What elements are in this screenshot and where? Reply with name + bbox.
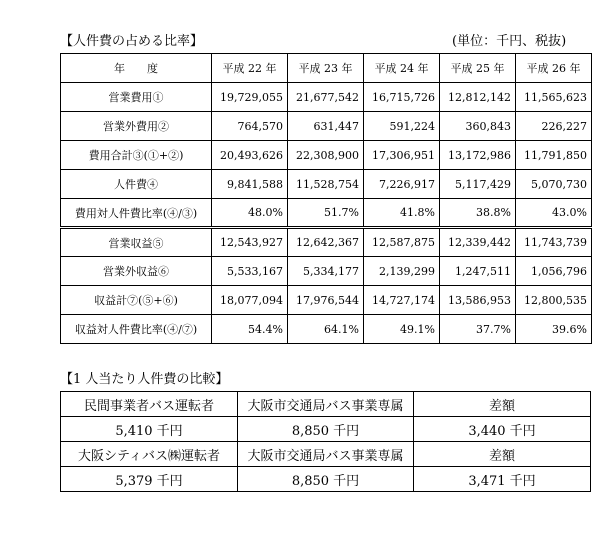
- table-cell: 54.4%: [212, 315, 288, 344]
- table-cell: 764,570: [212, 112, 288, 141]
- table-cell: 21,677,542: [288, 83, 364, 112]
- table-cell: 11,791,850: [516, 141, 592, 170]
- table-cell: 5,334,177: [288, 257, 364, 286]
- table-row: [61, 170, 592, 199]
- table-cell: 大阪市交通局バス事業専属: [238, 392, 414, 417]
- table-row: [61, 199, 592, 228]
- table-cell: 8,850 千円: [238, 417, 414, 442]
- row-label: 費用対人件費比率(④/③): [61, 199, 212, 228]
- table-cell: 11,528,754: [288, 170, 364, 199]
- per-person-comparison-table: [60, 391, 591, 492]
- table-cell: 360,843: [440, 112, 516, 141]
- table-row: [61, 228, 592, 257]
- table-row: [61, 442, 591, 467]
- row-label: 費用合計③(①+②): [61, 141, 212, 170]
- table-cell: 1,056,796: [516, 257, 592, 286]
- table-cell: 41.8%: [364, 199, 440, 228]
- table-row: [61, 392, 591, 417]
- unit-note: (単位：千円、税抜): [452, 34, 567, 49]
- header-year: 平成 25 年: [440, 54, 516, 83]
- table-cell: 49.1%: [364, 315, 440, 344]
- table-cell: 13,172,986: [440, 141, 516, 170]
- row-label: 収益対人件費比率(④/⑦): [61, 315, 212, 344]
- table-cell: 民間事業者バス運転者: [61, 392, 238, 417]
- table-header-row: [61, 54, 592, 83]
- row-label: 営業外費用②: [61, 112, 212, 141]
- table-cell: 12,812,142: [440, 83, 516, 112]
- table-row: [61, 83, 592, 112]
- row-label: 営業外収益⑥: [61, 257, 212, 286]
- table-row: [61, 315, 592, 344]
- table-cell: 12,543,927: [212, 228, 288, 257]
- table-cell: 226,227: [516, 112, 592, 141]
- table-row: [61, 141, 592, 170]
- table-cell: 12,339,442: [440, 228, 516, 257]
- table-cell: 591,224: [364, 112, 440, 141]
- table-cell: 3,471 千円: [414, 467, 591, 492]
- table-cell: 631,447: [288, 112, 364, 141]
- table-cell: 16,715,726: [364, 83, 440, 112]
- table-cell: 64.1%: [288, 315, 364, 344]
- table-cell: 5,410 千円: [61, 417, 238, 442]
- table-cell: 12,642,367: [288, 228, 364, 257]
- row-label: 営業費用①: [61, 83, 212, 112]
- header-year: 平成 23 年: [288, 54, 364, 83]
- row-label: 収益計⑦(⑤+⑥): [61, 286, 212, 315]
- table-cell: 17,306,951: [364, 141, 440, 170]
- table-cell: 22,308,900: [288, 141, 364, 170]
- table-cell: 差額: [414, 442, 591, 467]
- table-cell: 19,729,055: [212, 83, 288, 112]
- table-cell: 38.8%: [440, 199, 516, 228]
- table-cell: 差額: [414, 392, 591, 417]
- header-year: 平成 26 年: [516, 54, 592, 83]
- table-cell: 11,743,739: [516, 228, 592, 257]
- table-cell: 5,117,429: [440, 170, 516, 199]
- table-cell: 11,565,623: [516, 83, 592, 112]
- header-year-label: 年 度: [61, 54, 212, 83]
- table-cell: 9,841,588: [212, 170, 288, 199]
- table-row: [61, 286, 592, 315]
- header-year: 平成 24 年: [364, 54, 440, 83]
- table-cell: 5,379 千円: [61, 467, 238, 492]
- table-cell: 5,070,730: [516, 170, 592, 199]
- table-cell: 43.0%: [516, 199, 592, 228]
- row-label: 営業収益⑤: [61, 228, 212, 257]
- table-cell: 3,440 千円: [414, 417, 591, 442]
- table-row: [61, 112, 592, 141]
- table-row: [61, 467, 591, 492]
- table-cell: 5,533,167: [212, 257, 288, 286]
- table-cell: 1,247,511: [440, 257, 516, 286]
- table-cell: 12,587,875: [364, 228, 440, 257]
- table-cell: 12,800,535: [516, 286, 592, 315]
- header-year: 平成 22 年: [212, 54, 288, 83]
- table-row: [61, 417, 591, 442]
- table-cell: 大阪シティバス㈱運転者: [61, 442, 238, 467]
- table-cell: 13,586,953: [440, 286, 516, 315]
- personnel-ratio-table: [60, 53, 592, 344]
- table-cell: 17,976,544: [288, 286, 364, 315]
- table-cell: 14,727,174: [364, 286, 440, 315]
- table-cell: 48.0%: [212, 199, 288, 228]
- table-cell: 18,077,094: [212, 286, 288, 315]
- table-cell: 20,493,626: [212, 141, 288, 170]
- table-cell: 大阪市交通局バス事業専属: [238, 442, 414, 467]
- table-cell: 39.6%: [516, 315, 592, 344]
- row-label: 人件費④: [61, 170, 212, 199]
- table-cell: 8,850 千円: [238, 467, 414, 492]
- section-title-per-person-comparison: 【1 人当たり人件費の比較】: [60, 372, 229, 387]
- table-row: [61, 257, 592, 286]
- table-cell: 51.7%: [288, 199, 364, 228]
- table-cell: 7,226,917: [364, 170, 440, 199]
- section-title-personnel-ratio: 【人件費の占める比率】: [60, 34, 204, 49]
- table-cell: 2,139,299: [364, 257, 440, 286]
- table-cell: 37.7%: [440, 315, 516, 344]
